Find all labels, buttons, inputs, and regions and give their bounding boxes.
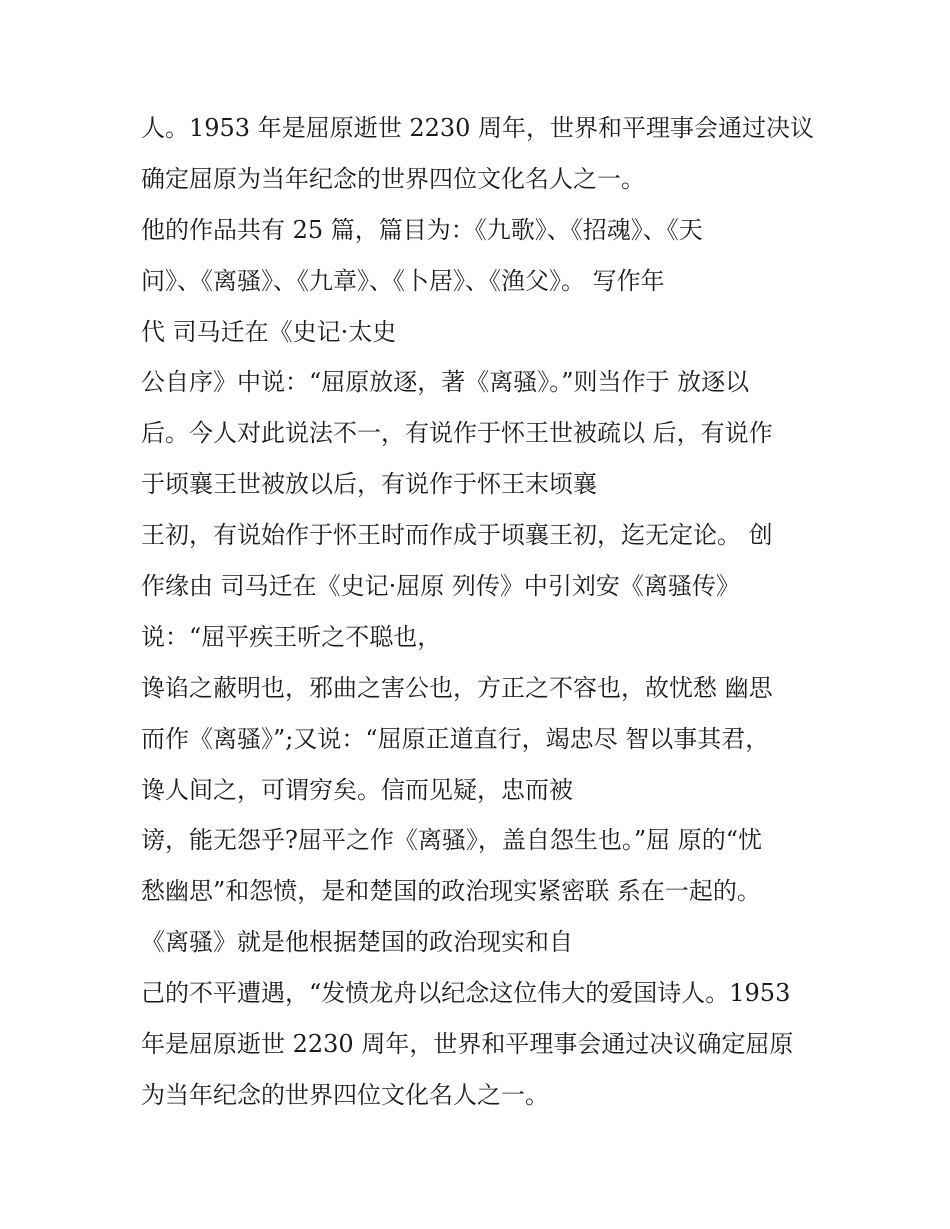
text-line: 王初，有说始作于怀王时而作成于顷襄王初，迄无定论。 创 xyxy=(141,521,773,550)
text-line: 他的作品共有 25 篇，篇目为：《九歌》、《招魂》、《天 xyxy=(141,215,703,244)
text-line: 于顷襄王世被放以后，有说作于怀王末顷襄 xyxy=(141,470,597,499)
text-line: 谤，能无怨乎?屈平之作《离骚》，盖自怨生也。”屈 原的“忧 xyxy=(141,826,763,855)
text-line: 而作《离骚》”;又说：“屈原正道直行，竭忠尽 智以事其君， xyxy=(141,724,770,753)
body-text xyxy=(141,103,821,1121)
text-line: 年是屈原逝世 2230 周年，世界和平理事会通过决议确定屈原 xyxy=(141,1030,794,1059)
text-line: 人。1953 年是屈原逝世 2230 周年，世界和平理事会通过决议 xyxy=(141,114,815,142)
text-line: 公自序》中说：“屈原放逐，著《离骚》。”则当作于 放逐以 xyxy=(141,368,750,397)
text-line: 谗谄之蔽明也，邪曲之害公也，方正之不容也，故忧愁 幽思 xyxy=(141,673,773,702)
text-line: 谗人间之，可谓穷矣。信而见疑，忠而被 xyxy=(141,775,573,804)
text-line: 己的不平遭遇，“发愤龙舟以纪念这位伟大的爱国诗人。1953 xyxy=(141,979,791,1008)
text-line: 确定屈原为当年纪念的世界四位文化名人之一。 xyxy=(141,164,645,193)
text-line: 为当年纪念的世界四位文化名人之一。 xyxy=(141,1080,549,1109)
text-line: 作缘由 司马迁在《史记·屈原 列传》中引刘安《离骚传》 xyxy=(141,572,740,601)
text-line: 说：“屈平疾王听之不聪也， xyxy=(141,622,442,651)
text-line: 问》、《离骚》、《九章》、《卜居》、《渔父》。 写作年 xyxy=(141,266,665,295)
text-line: 代 司马迁在《史记·太史 xyxy=(141,317,397,346)
text-line: 后。今人对此说法不一，有说作于怀王世被疏以 后，有说作 xyxy=(141,419,773,448)
text-line: 《离骚》就是他根据楚国的政治现实和自 xyxy=(141,928,573,957)
text-line: 愁幽思”和怨愤，是和楚国的政治现实紧密联 系在一起的。 xyxy=(141,877,761,906)
